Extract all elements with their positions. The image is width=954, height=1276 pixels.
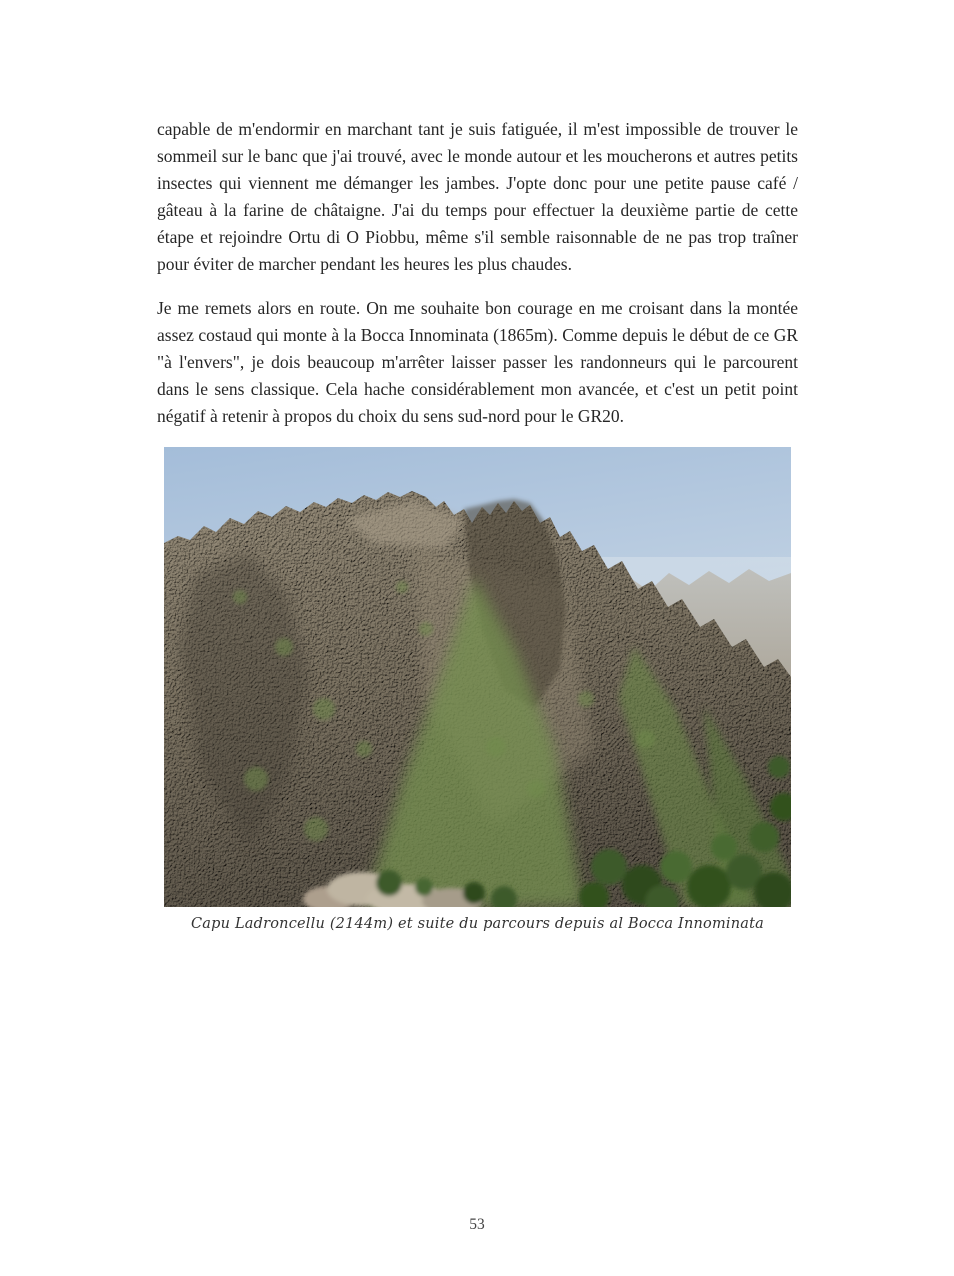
- photo-caption: Capu Ladroncellu (2144m) et suite du parcours depuis al Bocca Innominata: [190, 916, 765, 932]
- figure-mountain: [164, 447, 791, 933]
- body-text: [157, 116, 798, 933]
- paragraph-2: Je me remets alors en route. On me souhaite bon courage en me croisant dans la montée assez costaud qui monte à la Bocca Innominata (1865m). Comme depuis le début de ce GR "à l'envers", je dois beaucoup m'arrêter laisser passer les randonneurs qui le parcourent dans le sens classique. Cela hache considérablement mon avancée, et c'est un petit point négatif à retenir à propos du choix du sens sud-nord pour le GR20.: [157, 298, 798, 426]
- page-number: 53: [469, 1216, 485, 1233]
- photo-mountain: [164, 447, 791, 907]
- mountain-photo-illustration: [164, 447, 791, 907]
- paragraph-1: capable de m'endormir en marchant tant je suis fatiguée, il m'est impossible de trouver le sommeil sur le banc que j'ai trouvé, avec le monde autour et les moucherons et autres petits insectes qui viennent me démanger les jambes. J'opte donc pour une petite pause café / gâteau à la farine de châtaigne. J'ai du temps pour effectuer la deuxième partie de cette étape et rejoindre Ortu di O Piobbu, même s'il semble raisonnable de ne pas trop traîner pour éviter de marcher pendant les heures les plus chaudes.: [157, 119, 798, 274]
